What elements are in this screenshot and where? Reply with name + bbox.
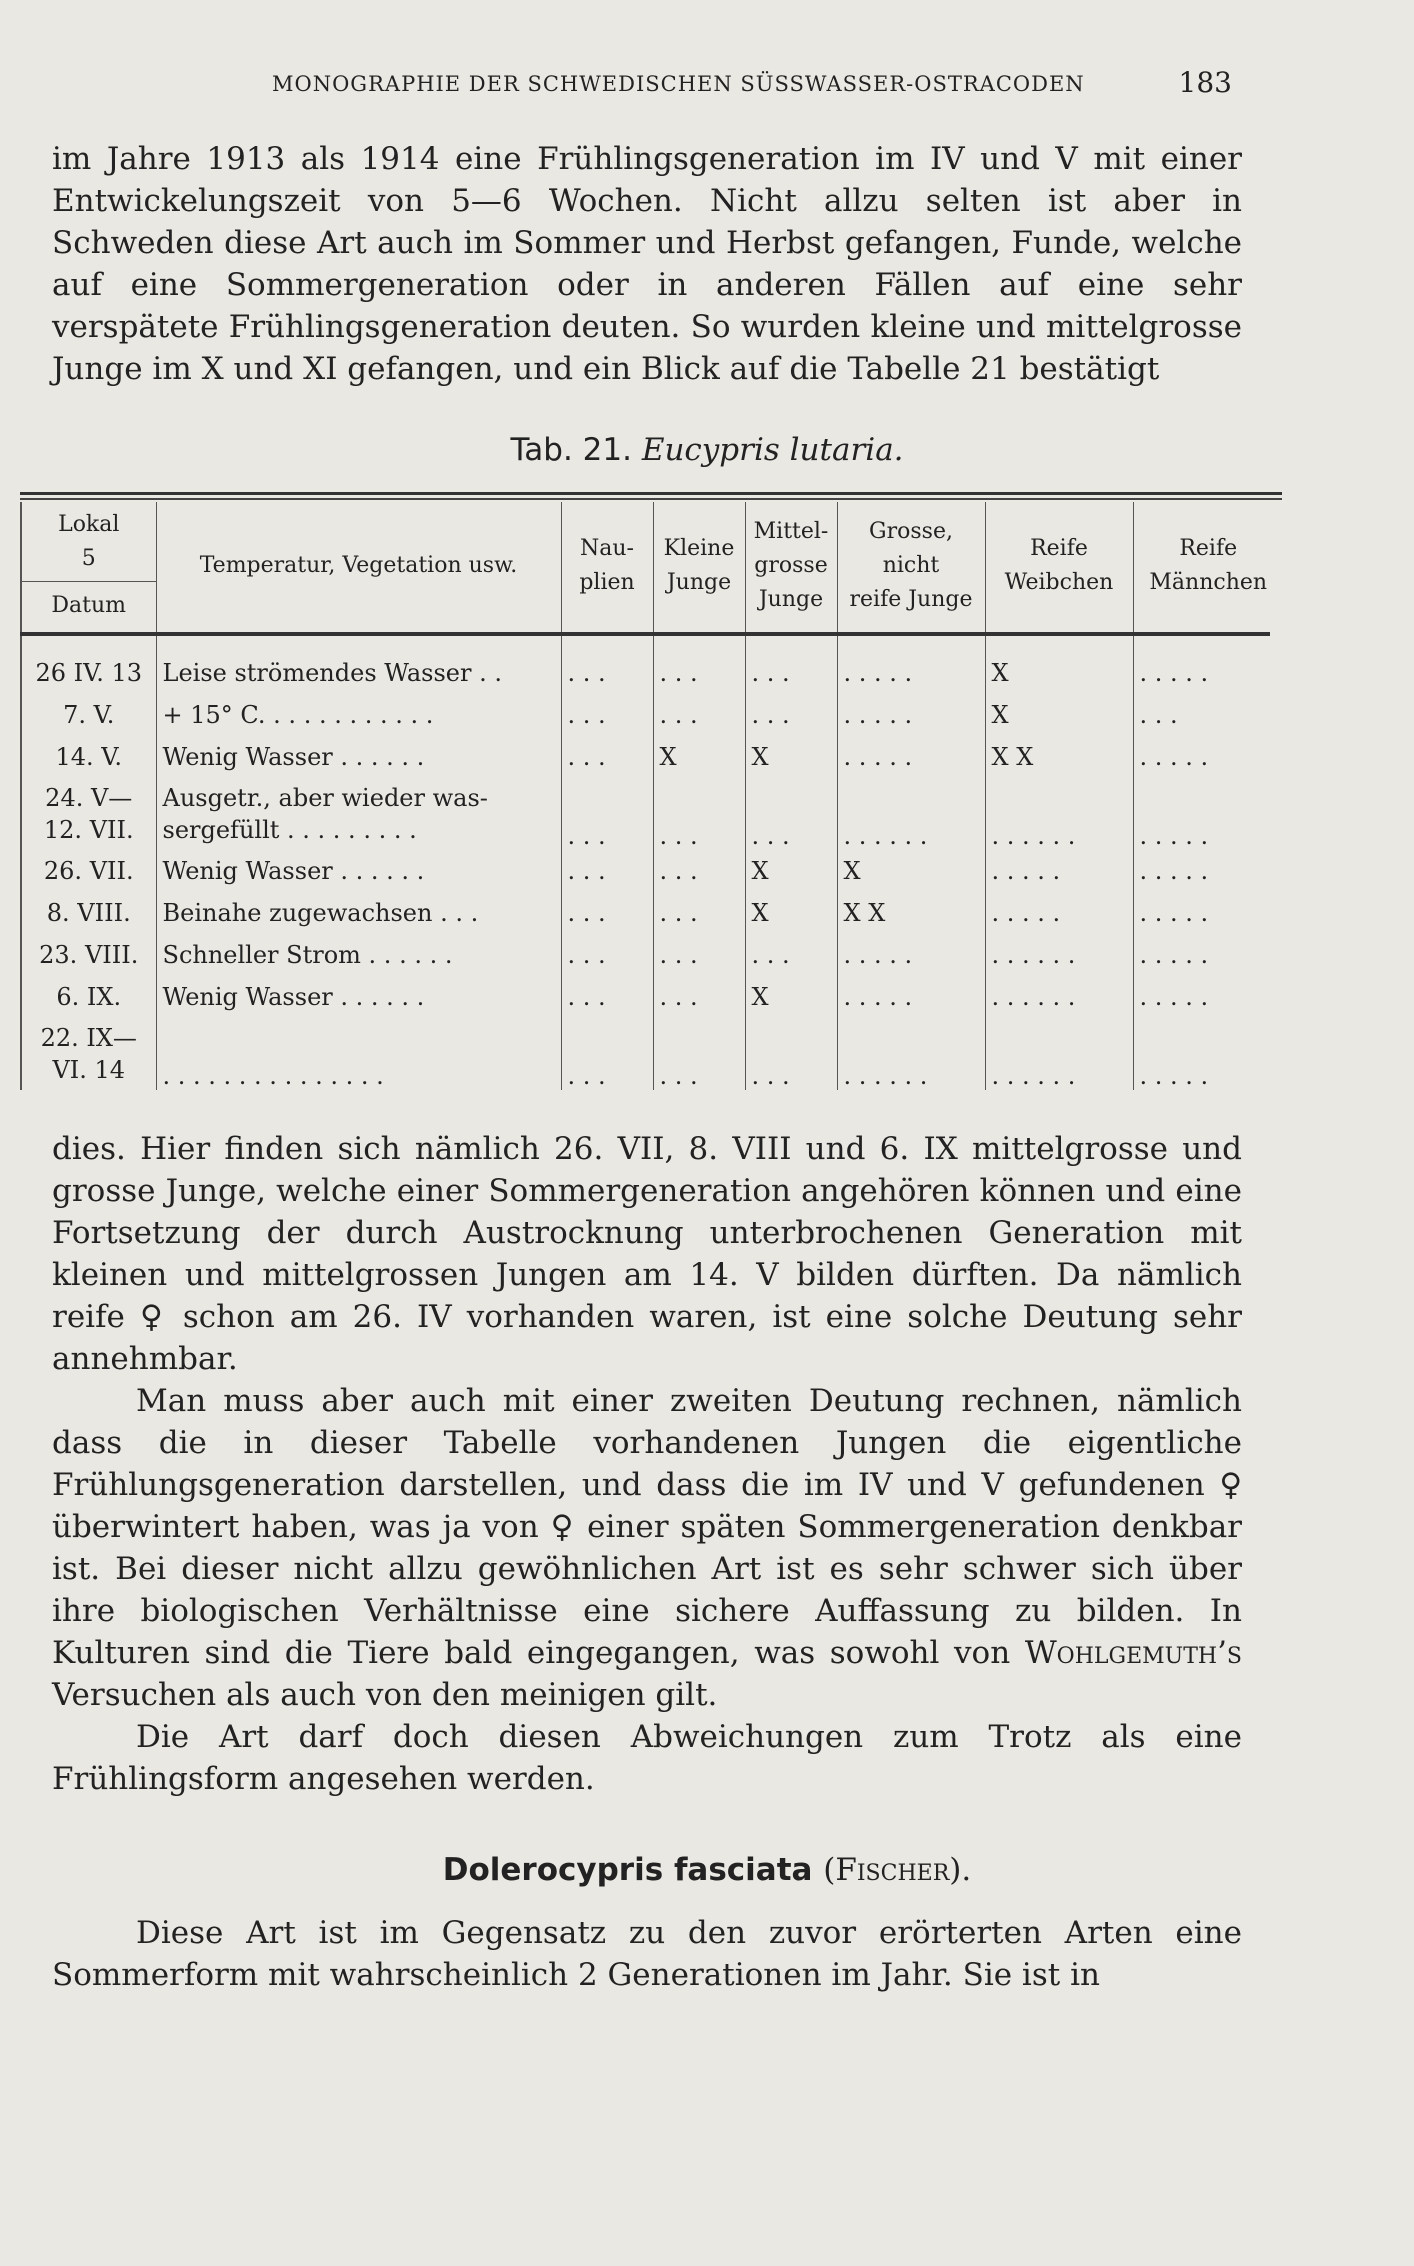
header-lokal-datum (21, 502, 156, 630)
cell-datum: 7. V. (21, 694, 156, 736)
header-lokal-number: 5 (81, 545, 96, 571)
cell-temperatur: . . . . . . . . . . . . . . . (156, 1018, 561, 1090)
cell-maennchen: . . . . . (1133, 850, 1283, 892)
section-heading-author: (Fischer). (823, 1852, 972, 1888)
cell-maennchen: . . . . . (1133, 934, 1283, 976)
table-top-rule-2 (20, 498, 1282, 500)
table-top-rule (20, 492, 1282, 495)
section-heading (0, 1852, 1414, 1888)
cell-grosse: . . . . . . (837, 1018, 985, 1090)
table-caption (0, 432, 1414, 468)
cell-weibchen: . . . . . (985, 850, 1133, 892)
cell-weibchen: . . . . . (985, 892, 1133, 934)
cell-grosse: . . . . . (837, 652, 985, 694)
data-table (20, 502, 1283, 1090)
header-lokal: Lokal (58, 511, 120, 537)
table-row (21, 892, 1283, 934)
cell-nauplien: . . . (561, 1018, 653, 1090)
cell-mittel: . . . (745, 778, 837, 850)
cell-mittel: . . . (745, 652, 837, 694)
cell-datum: 22. IX— VI. 14 (21, 1018, 156, 1090)
table-row (21, 934, 1283, 976)
cell-maennchen: . . . . . (1133, 976, 1283, 1018)
cell-kleine: . . . (653, 694, 745, 736)
page-number: 183 (1178, 66, 1232, 99)
cell-kleine: . . . (653, 652, 745, 694)
cell-temperatur: Leise strömendes Wasser . . (156, 652, 561, 694)
cell-maennchen: . . . . . (1133, 778, 1283, 850)
cell-temperatur: Wenig Wasser . . . . . . (156, 976, 561, 1018)
paragraph-2: dies. Hier finden sich nämlich 26. VII, 8. VIII und 6. IX mittelgrosse und grosse Junge, welche einer Sommergeneration angehören können und eine Fortsetzung der durch Austrocknung unterbrochenen Generation mit kleinen und mittelgrossen Jungen am 14. V bilden dürften. Da nämlich reife ♀ schon am 26. IV vorhanden waren, ist eine solche Deutung sehr annehmbar. (52, 1131, 1242, 1377)
cell-mittel: X (745, 736, 837, 778)
table-row (21, 652, 1283, 694)
cell-maennchen: . . . . . (1133, 652, 1283, 694)
cell-nauplien: . . . (561, 694, 653, 736)
header-mittelgrosse-junge: Mittel- grosse Junge (745, 502, 837, 630)
cell-datum: 26 IV. 13 (21, 652, 156, 694)
table-row (21, 976, 1283, 1018)
cell-nauplien: . . . (561, 892, 653, 934)
cell-kleine: X (653, 736, 745, 778)
cell-maennchen: . . . . . (1133, 892, 1283, 934)
running-head (272, 66, 1232, 102)
cell-grosse: X (837, 850, 985, 892)
cell-kleine: . . . (653, 934, 745, 976)
table-header-row (21, 502, 1283, 630)
cell-grosse: . . . . . (837, 694, 985, 736)
paragraph-5: Diese Art ist im Gegensatz zu den zuvor erörterten Arten eine Sommerform mit wahrscheinlich 2 Generationen im Jahr. Sie ist in (52, 1915, 1242, 1993)
cell-grosse: . . . . . . (837, 778, 985, 850)
table-row (21, 850, 1283, 892)
cell-weibchen: X X (985, 736, 1133, 778)
header-kleine-junge: Kleine Junge (653, 502, 745, 630)
header-datum: Datum (51, 592, 127, 618)
header-reife-maennchen: Reife Männchen (1133, 502, 1283, 630)
author-wohlgemuth: Wohlgemuth’s (1024, 1635, 1242, 1671)
cell-mittel: . . . (745, 934, 837, 976)
cell-datum: 8. VIII. (21, 892, 156, 934)
cell-temperatur: Schneller Strom . . . . . . (156, 934, 561, 976)
cell-mittel: . . . (745, 694, 837, 736)
cell-mittel: X (745, 976, 837, 1018)
cell-grosse: X X (837, 892, 985, 934)
cell-nauplien: . . . (561, 736, 653, 778)
table-caption-label: Tab. 21. (510, 432, 632, 468)
header-nauplien: Nau- plien (561, 502, 653, 630)
paragraph-3-text: Man muss aber auch mit einer zweiten Deutung rechnen, nämlich dass die in dieser Tabelle vorhandenen Jungen die eigentliche Frühlungsgeneration darstellen, und dass die im IV und V gefundenen ♀ überwintert haben, was ja von ♀ einer späten Sommergeneration denkbar ist. Bei dieser nicht allzu gewöhnlichen Art ist es sehr schwer sich über ihre biologischen Verhältnisse eine sichere Auffassung zu bilden. In Kulturen sind die Tiere bald eingegangen, was sowohl von (52, 1383, 1242, 1671)
cell-datum: 23. VIII. (21, 934, 156, 976)
cell-weibchen: X (985, 652, 1133, 694)
cell-datum: 26. VII. (21, 850, 156, 892)
paragraph-3-end: Versuchen als auch von den meinigen gilt. (52, 1677, 718, 1713)
table-row (21, 1018, 1283, 1090)
cell-temperatur: + 15° C. . . . . . . . . . . . (156, 694, 561, 736)
cell-maennchen: . . . . . (1133, 1018, 1283, 1090)
cell-weibchen: . . . . . . (985, 778, 1133, 850)
cell-nauplien: . . . (561, 934, 653, 976)
cell-weibchen: X (985, 694, 1133, 736)
cell-weibchen: . . . . . . (985, 934, 1133, 976)
header-temperatur: Temperatur, Vegetation usw. (156, 502, 561, 630)
cell-kleine: . . . (653, 850, 745, 892)
cell-mittel: . . . (745, 1018, 837, 1090)
cell-grosse: . . . . . (837, 934, 985, 976)
cell-datum: 6. IX. (21, 976, 156, 1018)
table-row (21, 778, 1283, 850)
cell-grosse: . . . . . (837, 736, 985, 778)
header-reife-weibchen: Reife Weibchen (985, 502, 1133, 630)
paragraph-4: Die Art darf doch diesen Abweichungen zum Trotz als eine Frühlingsform angesehen werden. (52, 1719, 1242, 1797)
cell-temperatur: Ausgetr., aber wieder was- sergefüllt . . . . . . . . . (156, 778, 561, 850)
cell-grosse: . . . . . (837, 976, 985, 1018)
cell-nauplien: . . . (561, 976, 653, 1018)
table-row (21, 694, 1283, 736)
cell-weibchen: . . . . . . (985, 976, 1133, 1018)
cell-datum: 24. V— 12. VII. (21, 778, 156, 850)
data-table-wrapper (20, 492, 1282, 1104)
cell-maennchen: . . . . . (1133, 736, 1283, 778)
cell-mittel: X (745, 850, 837, 892)
cell-weibchen: . . . . . . (985, 1018, 1133, 1090)
cell-nauplien: . . . (561, 652, 653, 694)
table-header-rule (20, 632, 1270, 636)
table-row (21, 736, 1283, 778)
cell-temperatur: Wenig Wasser . . . . . . (156, 736, 561, 778)
paragraph-3 (52, 1380, 1242, 1716)
cell-datum: 14. V. (21, 736, 156, 778)
cell-mittel: X (745, 892, 837, 934)
cell-maennchen: . . . (1133, 694, 1283, 736)
cell-temperatur: Wenig Wasser . . . . . . (156, 850, 561, 892)
cell-nauplien: . . . (561, 778, 653, 850)
cell-temperatur: Beinahe zugewachsen . . . (156, 892, 561, 934)
cell-kleine: . . . (653, 1018, 745, 1090)
intro-paragraph: im Jahre 1913 als 1914 eine Frühlingsgeneration im IV und V mit einer Entwickelungszeit von 5—6 Wochen. Nicht allzu selten ist aber in Schweden diese Art auch im Sommer und Herbst gefangen, Funde, welche auf eine Sommergeneration oder in anderen Fällen auf eine sehr verspätete Frühlingsgeneration deuten. So wurden kleine und mittelgrosse Junge im X und XI gefangen, und ein Blick auf die Tabelle 21 bestätigt (52, 141, 1242, 387)
running-head-title: MONOGRAPHIE DER SCHWEDISCHEN SÜSSWASSER-OSTRACODEN (272, 72, 1085, 96)
cell-nauplien: . . . (561, 850, 653, 892)
table-caption-species: Eucypris lutaria. (641, 432, 904, 468)
cell-kleine: . . . (653, 976, 745, 1018)
cell-kleine: . . . (653, 778, 745, 850)
section-heading-species: Dolerocypris fasciata (442, 1852, 813, 1888)
cell-kleine: . . . (653, 892, 745, 934)
header-grosse-junge: Grosse, nicht reife Junge (837, 502, 985, 630)
